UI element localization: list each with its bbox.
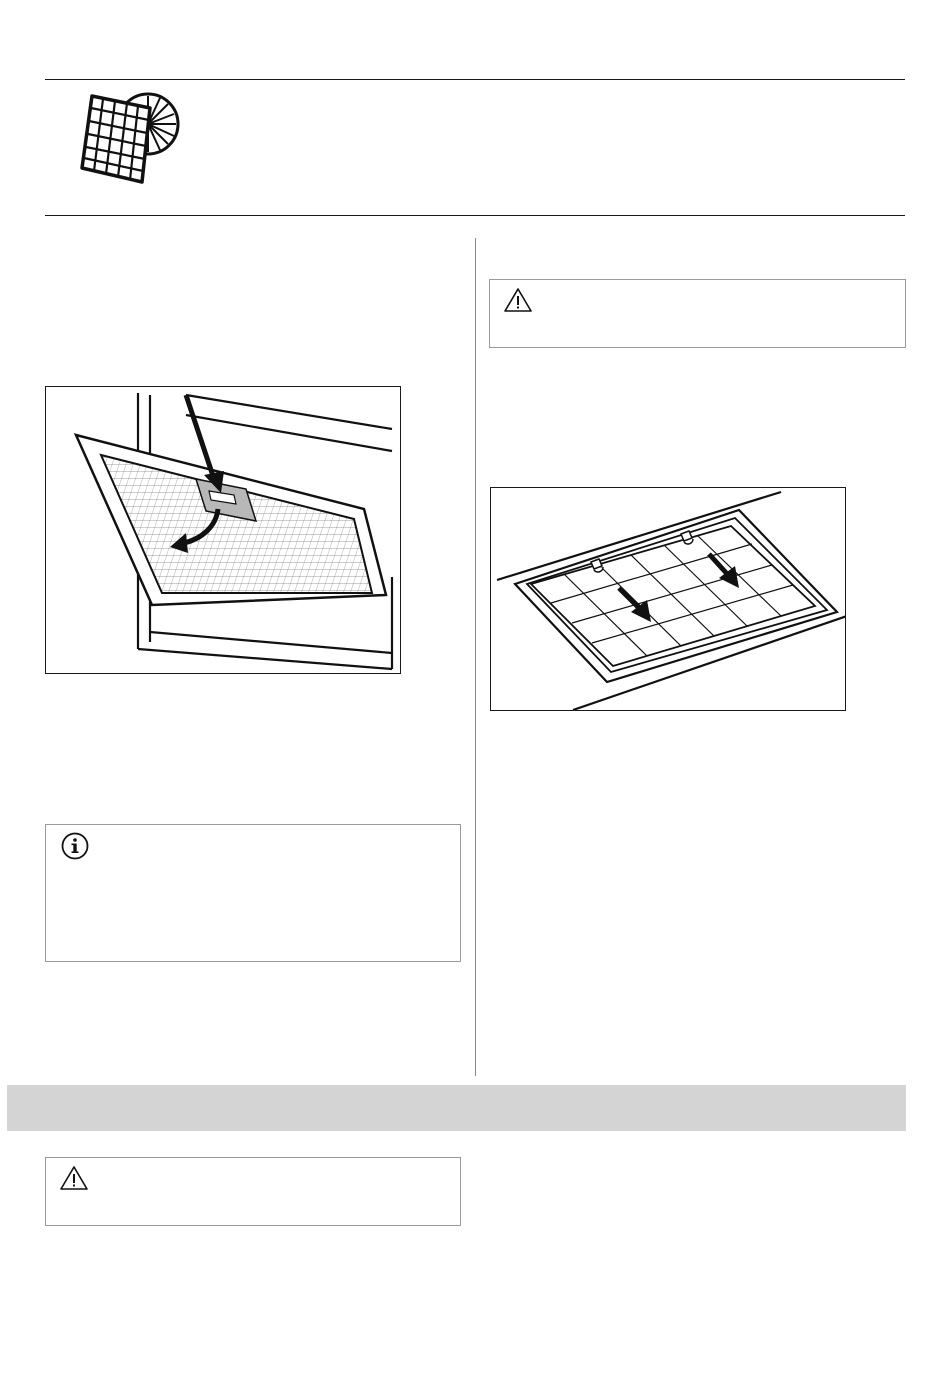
column-divider [475,238,476,1076]
info-icon [60,831,90,861]
install-charcoal-filter-illustration [490,487,846,711]
warning-icon [59,1165,89,1191]
remove-grease-filter-illustration [45,386,401,674]
warning-icon [503,287,533,313]
bottom-warning-box [45,1157,461,1226]
top-rule [45,79,905,80]
info-box [45,824,461,962]
grease-filter-and-charcoal-filter-icon [76,86,186,186]
warning-box [489,279,906,348]
header-bottom-rule [45,215,905,216]
section-band [7,1085,906,1131]
